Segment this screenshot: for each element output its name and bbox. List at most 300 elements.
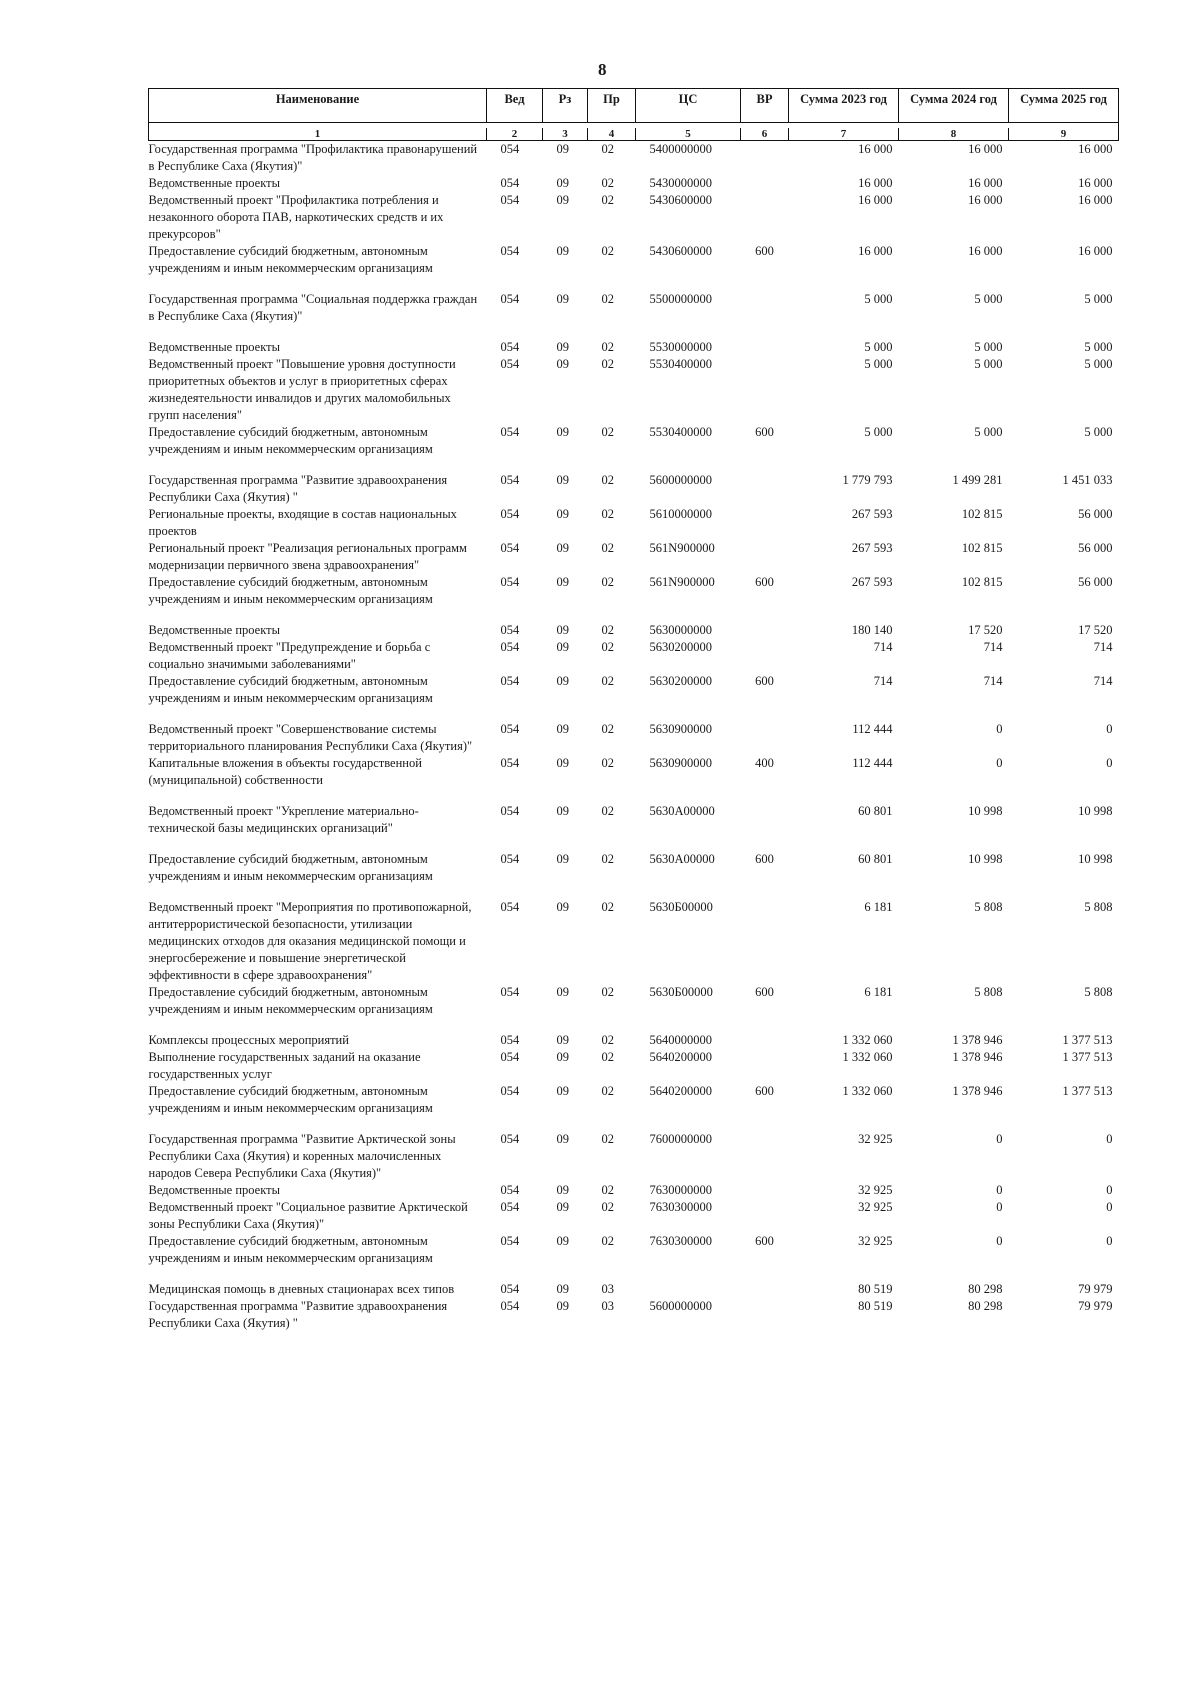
row-ved: 054 [500,722,520,736]
row-sum-2025: 5 000 [1084,357,1113,371]
row-rz: 09 [556,900,569,914]
row-vr [741,803,789,837]
row-cs: 7600000000 [649,1132,712,1146]
row-cs: 5630000000 [649,623,712,637]
header-sum-2024: Сумма 2024 год [899,89,1009,123]
row-ved: 054 [500,193,520,207]
row-rz: 09 [556,473,569,487]
row-sum-2023: 5 000 [864,340,893,354]
row-ved: 054 [500,623,520,637]
row-name: Предоставление субсидий бюджетным, автономным учреждениям и иным некоммерческим организациям [148,674,433,705]
row-vr: 600 [755,1234,774,1248]
row-sum-2025: 16 000 [1078,176,1113,190]
row-sum-2025: 1 377 513 [1062,1033,1113,1047]
row-sum-2024: 0 [996,1200,1003,1214]
table-row [149,1032,1119,1049]
row-sum-2024: 102 815 [961,507,1003,521]
table-row [149,1199,1119,1233]
row-vr: 600 [755,1084,774,1098]
row-sum-2023: 1 332 060 [842,1084,893,1098]
row-sum-2023: 32 925 [858,1132,893,1146]
row-pr: 02 [601,473,614,487]
row-cs: 5530400000 [649,425,712,439]
budget-table [148,88,1119,1332]
table-row [149,1298,1119,1332]
row-sum-2024: 714 [983,640,1003,654]
row-vr [741,192,789,243]
row-rz: 09 [556,1299,569,1313]
row-ved: 054 [500,176,520,190]
row-sum-2024: 0 [996,1132,1003,1146]
row-name: Государственная программа "Развитие здравоохранения Республики Саха (Якутия) " [148,473,448,504]
row-sum-2023: 267 593 [851,507,893,521]
table-row [149,622,1119,639]
row-sum-2023: 1 332 060 [842,1050,893,1064]
column-number: 9 [1009,128,1119,141]
row-rz: 09 [556,425,569,439]
row-vr [741,339,789,356]
row-sum-2024: 5 000 [974,340,1003,354]
row-vr [741,1199,789,1233]
table-row [149,639,1119,673]
row-ved: 054 [500,1050,520,1064]
table-row [149,1049,1119,1083]
row-ved: 054 [500,1033,520,1047]
row-sum-2025: 714 [1093,674,1113,688]
row-cs: 5600000000 [649,1299,712,1313]
row-rz: 09 [556,722,569,736]
row-pr: 02 [601,804,614,818]
header-ved: Вед [487,89,543,123]
row-sum-2025: 0 [1106,722,1113,736]
row-pr: 02 [601,674,614,688]
row-vr [741,1032,789,1049]
row-sum-2023: 80 519 [858,1299,893,1313]
row-rz: 09 [556,1033,569,1047]
row-pr: 02 [601,623,614,637]
row-rz: 09 [556,244,569,258]
row-pr: 02 [601,1033,614,1047]
table-row [149,803,1119,837]
row-sum-2024: 5 808 [974,900,1003,914]
row-vr [741,1182,789,1199]
row-sum-2024: 5 000 [974,357,1003,371]
row-ved: 054 [500,425,520,439]
row-ved: 054 [500,507,520,521]
row-rz: 09 [556,985,569,999]
row-rz: 09 [556,756,569,770]
row-ved: 054 [500,1084,520,1098]
row-cs: 5610000000 [649,507,712,521]
column-number: 6 [741,128,789,141]
row-rz: 09 [556,1132,569,1146]
row-ved: 054 [500,674,520,688]
row-ved: 054 [500,1299,520,1313]
row-sum-2023: 1 779 793 [842,473,893,487]
row-pr: 02 [601,193,614,207]
row-rz: 09 [556,804,569,818]
row-name: Предоставление субсидий бюджетным, автономным учреждениям и иным некоммерческим организациям [148,425,433,456]
table-row [149,356,1119,424]
table-row [149,339,1119,356]
row-sum-2023: 80 519 [858,1282,893,1296]
row-sum-2023: 267 593 [851,541,893,555]
row-sum-2025: 79 979 [1078,1299,1113,1313]
row-pr: 02 [601,756,614,770]
row-vr: 600 [755,985,774,999]
row-ved: 054 [500,473,520,487]
row-vr [741,622,789,639]
row-name: Предоставление субсидий бюджетным, автономным учреждениям и иным некоммерческим организациям [148,852,433,883]
header-vr: ВР [741,89,789,123]
header-row [149,89,1119,123]
row-sum-2023: 1 332 060 [842,1033,893,1047]
row-name: Предоставление субсидий бюджетным, автономным учреждениям и иным некоммерческим организациям [148,1084,433,1115]
row-sum-2024: 1 499 281 [952,473,1003,487]
row-pr: 02 [601,541,614,555]
row-sum-2023: 5 000 [864,425,893,439]
row-vr: 600 [755,244,774,258]
row-name: Ведомственный проект "Предупреждение и борьба с социально значимыми заболеваниями" [148,640,431,671]
row-sum-2025: 0 [1106,1183,1113,1197]
row-pr: 02 [601,900,614,914]
row-pr: 02 [601,244,614,258]
row-name: Ведомственные проекты [148,1183,281,1197]
row-sum-2024: 714 [983,674,1003,688]
row-sum-2023: 714 [873,640,893,654]
row-pr: 02 [601,640,614,654]
row-sum-2025: 1 451 033 [1062,473,1113,487]
column-number-row [149,128,1119,141]
row-rz: 09 [556,541,569,555]
row-name: Ведомственный проект "Повышение уровня доступности приоритетных объектов и услуг в приоритетных сферах жизнедеятельности инвалидов и других маломобильных групп населения" [148,357,456,422]
row-sum-2023: 16 000 [858,193,893,207]
row-name: Ведомственные проекты [148,340,281,354]
row-sum-2025: 5 000 [1084,425,1113,439]
row-sum-2025: 16 000 [1078,142,1113,156]
row-pr: 02 [601,1132,614,1146]
row-sum-2023: 32 925 [858,1200,893,1214]
table-row [149,1281,1119,1298]
row-sum-2024: 1 378 946 [952,1050,1003,1064]
row-name: Ведомственный проект "Профилактика потребления и незаконного оборота ПАВ, наркотических средств и их прекурсоров" [148,193,444,241]
row-name: Региональные проекты, входящие в состав национальных проектов [148,507,457,538]
row-ved: 054 [500,756,520,770]
row-vr [741,639,789,673]
row-rz: 09 [556,176,569,190]
row-sum-2023: 112 444 [852,756,893,770]
column-number: 8 [899,128,1009,141]
row-sum-2024: 0 [996,1234,1003,1248]
row-cs: 561N900000 [649,541,715,555]
row-rz: 09 [556,1183,569,1197]
row-sum-2025: 1 377 513 [1062,1084,1113,1098]
row-rz: 09 [556,1234,569,1248]
row-sum-2025: 10 998 [1078,852,1113,866]
row-cs: 561N900000 [649,575,715,589]
row-vr [741,506,789,540]
row-sum-2023: 6 181 [864,900,893,914]
row-pr: 02 [601,176,614,190]
row-pr: 02 [601,985,614,999]
table-row [149,721,1119,755]
row-sum-2023: 60 801 [858,852,893,866]
row-cs: 5630А00000 [649,852,715,866]
row-ved: 054 [500,340,520,354]
row-pr: 02 [601,507,614,521]
row-name: Ведомственный проект "Совершенствование системы территориального планирования Республики Саха (Якутия)" [148,722,473,753]
row-cs: 5630900000 [649,756,712,770]
row-ved: 054 [500,1234,520,1248]
row-sum-2024: 80 298 [968,1299,1003,1313]
row-cs: 5530400000 [649,357,712,371]
row-vr [741,472,789,506]
row-rz: 09 [556,640,569,654]
row-pr: 02 [601,722,614,736]
row-sum-2023: 5 000 [864,292,893,306]
row-rz: 09 [556,142,569,156]
table-body [149,141,1119,1333]
row-name: Государственная программа "Профилактика правонарушений в Республике Саха (Якутия)" [148,142,478,173]
row-rz: 09 [556,1200,569,1214]
row-sum-2023: 714 [873,674,893,688]
row-sum-2025: 5 808 [1084,985,1113,999]
row-vr [741,899,789,984]
row-name: Ведомственные проекты [148,176,281,190]
row-name: Комплексы процессных мероприятий [148,1033,349,1047]
row-rz: 09 [556,1084,569,1098]
row-pr: 02 [601,357,614,371]
row-ved: 054 [500,1282,520,1296]
row-ved: 054 [500,292,520,306]
row-sum-2025: 17 520 [1078,623,1113,637]
row-ved: 054 [500,142,520,156]
row-sum-2025: 56 000 [1078,507,1113,521]
row-sum-2024: 80 298 [968,1282,1003,1296]
row-sum-2024: 1 378 946 [952,1084,1003,1098]
row-sum-2024: 1 378 946 [952,1033,1003,1047]
row-vr: 600 [755,852,774,866]
row-cs: 7630300000 [649,1234,712,1248]
row-pr: 03 [601,1299,614,1313]
row-sum-2024: 16 000 [968,244,1003,258]
row-rz: 09 [556,357,569,371]
row-name: Выполнение государственных заданий на оказание государственных услуг [148,1050,421,1081]
row-pr: 02 [601,292,614,306]
row-rz: 09 [556,1050,569,1064]
row-sum-2025: 5 808 [1084,900,1113,914]
table-row [149,1131,1119,1182]
row-ved: 054 [500,852,520,866]
row-name: Предоставление субсидий бюджетным, автономным учреждениям и иным некоммерческим организациям [148,1234,433,1265]
row-sum-2025: 16 000 [1078,244,1113,258]
row-cs: 5640000000 [649,1033,712,1047]
row-sum-2024: 10 998 [968,852,1003,866]
row-pr: 03 [601,1282,614,1296]
row-vr [741,1131,789,1182]
row-vr [741,1281,789,1298]
row-sum-2024: 0 [996,1183,1003,1197]
row-ved: 054 [500,1200,520,1214]
row-cs [636,1281,741,1298]
row-sum-2023: 32 925 [858,1183,893,1197]
row-rz: 09 [556,193,569,207]
table-row [149,540,1119,574]
row-vr [741,175,789,192]
row-rz: 09 [556,852,569,866]
row-sum-2025: 714 [1093,640,1113,654]
table-row [149,1233,1119,1267]
table-row [149,755,1119,789]
row-sum-2025: 0 [1106,756,1113,770]
column-number: 1 [149,128,487,141]
row-cs: 5630200000 [649,640,712,654]
row-rz: 09 [556,575,569,589]
column-number: 7 [789,128,899,141]
row-vr [741,356,789,424]
row-cs: 5630А00000 [649,804,715,818]
row-sum-2024: 5 000 [974,425,1003,439]
table-row [149,175,1119,192]
row-sum-2024: 0 [996,756,1003,770]
row-cs: 7630000000 [649,1183,712,1197]
row-sum-2025: 0 [1106,1132,1113,1146]
row-sum-2023: 180 140 [851,623,893,637]
row-sum-2024: 5 808 [974,985,1003,999]
table-row [149,192,1119,243]
row-name: Предоставление субсидий бюджетным, автономным учреждениям и иным некоммерческим организациям [148,985,433,1016]
row-sum-2025: 5 000 [1084,292,1113,306]
row-pr: 02 [601,1084,614,1098]
row-sum-2023: 6 181 [864,985,893,999]
row-pr: 02 [601,340,614,354]
table-row [149,1182,1119,1199]
row-ved: 054 [500,1132,520,1146]
column-number: 3 [543,128,588,141]
table-row [149,291,1119,325]
column-number: 4 [588,128,636,141]
row-vr: 400 [755,756,774,770]
header-sum-2025: Сумма 2025 год [1009,89,1119,123]
column-number: 5 [636,128,741,141]
row-sum-2023: 267 593 [851,575,893,589]
row-sum-2025: 0 [1106,1200,1113,1214]
row-sum-2024: 16 000 [968,176,1003,190]
row-sum-2025: 56 000 [1078,541,1113,555]
row-pr: 02 [601,142,614,156]
row-name: Медицинская помощь в дневных стационарах всех типов [148,1282,455,1296]
row-rz: 09 [556,292,569,306]
row-sum-2024: 17 520 [968,623,1003,637]
row-pr: 02 [601,852,614,866]
table-row [149,243,1119,277]
row-vr: 600 [755,674,774,688]
row-cs: 5630200000 [649,674,712,688]
row-rz: 09 [556,507,569,521]
row-rz: 09 [556,340,569,354]
header-sum-2023: Сумма 2023 год [789,89,899,123]
row-sum-2023: 16 000 [858,176,893,190]
row-sum-2024: 16 000 [968,142,1003,156]
row-sum-2023: 112 444 [852,722,893,736]
row-vr [741,1049,789,1083]
row-cs: 5630900000 [649,722,712,736]
row-ved: 054 [500,244,520,258]
row-pr: 02 [601,425,614,439]
row-cs: 5430600000 [649,193,712,207]
header-pr: Пр [588,89,636,123]
row-name: Ведомственный проект "Мероприятия по противопожарной, антитеррористической безопасности, утилизации медицинских отходов для оказания медицинской помощи и энергосбережение и повышение энергетической эффективности в сфере здравоохранения" [148,900,472,982]
table-row [149,472,1119,506]
row-sum-2025: 56 000 [1078,575,1113,589]
row-ved: 054 [500,804,520,818]
row-ved: 054 [500,900,520,914]
row-sum-2025: 0 [1106,1234,1113,1248]
row-cs: 7630300000 [649,1200,712,1214]
row-vr [741,721,789,755]
row-pr: 02 [601,1200,614,1214]
row-cs: 5400000000 [649,142,712,156]
table-row [149,506,1119,540]
row-cs: 5500000000 [649,292,712,306]
row-sum-2025: 1 377 513 [1062,1050,1113,1064]
row-sum-2024: 5 000 [974,292,1003,306]
row-cs: 5630Б00000 [649,985,713,999]
row-name: Капитальные вложения в объекты государственной (муниципальной) собственности [148,756,422,787]
row-sum-2025: 79 979 [1078,1282,1113,1296]
table-row [149,1083,1119,1117]
row-sum-2023: 16 000 [858,244,893,258]
table-row [149,141,1119,176]
row-cs: 5600000000 [649,473,712,487]
row-sum-2023: 32 925 [858,1234,893,1248]
page-number: 8 [598,60,607,79]
row-sum-2024: 102 815 [961,541,1003,555]
row-name: Региональный проект "Реализация региональных программ модернизации первичного звена здравоохранения" [148,541,467,572]
header-cs: ЦС [636,89,741,123]
row-sum-2024: 0 [996,722,1003,736]
row-cs: 5430000000 [649,176,712,190]
table-row [149,424,1119,458]
table-row [149,574,1119,608]
row-sum-2024: 16 000 [968,193,1003,207]
row-cs: 5640200000 [649,1050,712,1064]
row-vr: 600 [755,425,774,439]
row-ved: 054 [500,1183,520,1197]
row-ved: 054 [500,541,520,555]
row-pr: 02 [601,575,614,589]
row-pr: 02 [601,1183,614,1197]
row-cs: 5630Б00000 [649,900,713,914]
row-sum-2025: 16 000 [1078,193,1113,207]
row-vr [741,141,789,176]
row-name: Предоставление субсидий бюджетным, автономным учреждениям и иным некоммерческим организациям [148,244,433,275]
row-cs: 5640200000 [649,1084,712,1098]
table-row [149,899,1119,984]
row-name: Государственная программа "Развитие здравоохранения Республики Саха (Якутия) " [148,1299,448,1330]
row-name: Ведомственные проекты [148,623,281,637]
row-sum-2023: 5 000 [864,357,893,371]
header-name: Наименование [149,89,487,123]
row-vr [741,1298,789,1332]
row-sum-2025: 5 000 [1084,340,1113,354]
row-ved: 054 [500,575,520,589]
table-row [149,984,1119,1018]
row-name: Государственная программа "Социальная поддержка граждан в Республике Саха (Якутия)" [148,292,478,323]
row-name: Предоставление субсидий бюджетным, автономным учреждениям и иным некоммерческим организациям [148,575,433,606]
row-rz: 09 [556,1282,569,1296]
row-vr [741,291,789,325]
